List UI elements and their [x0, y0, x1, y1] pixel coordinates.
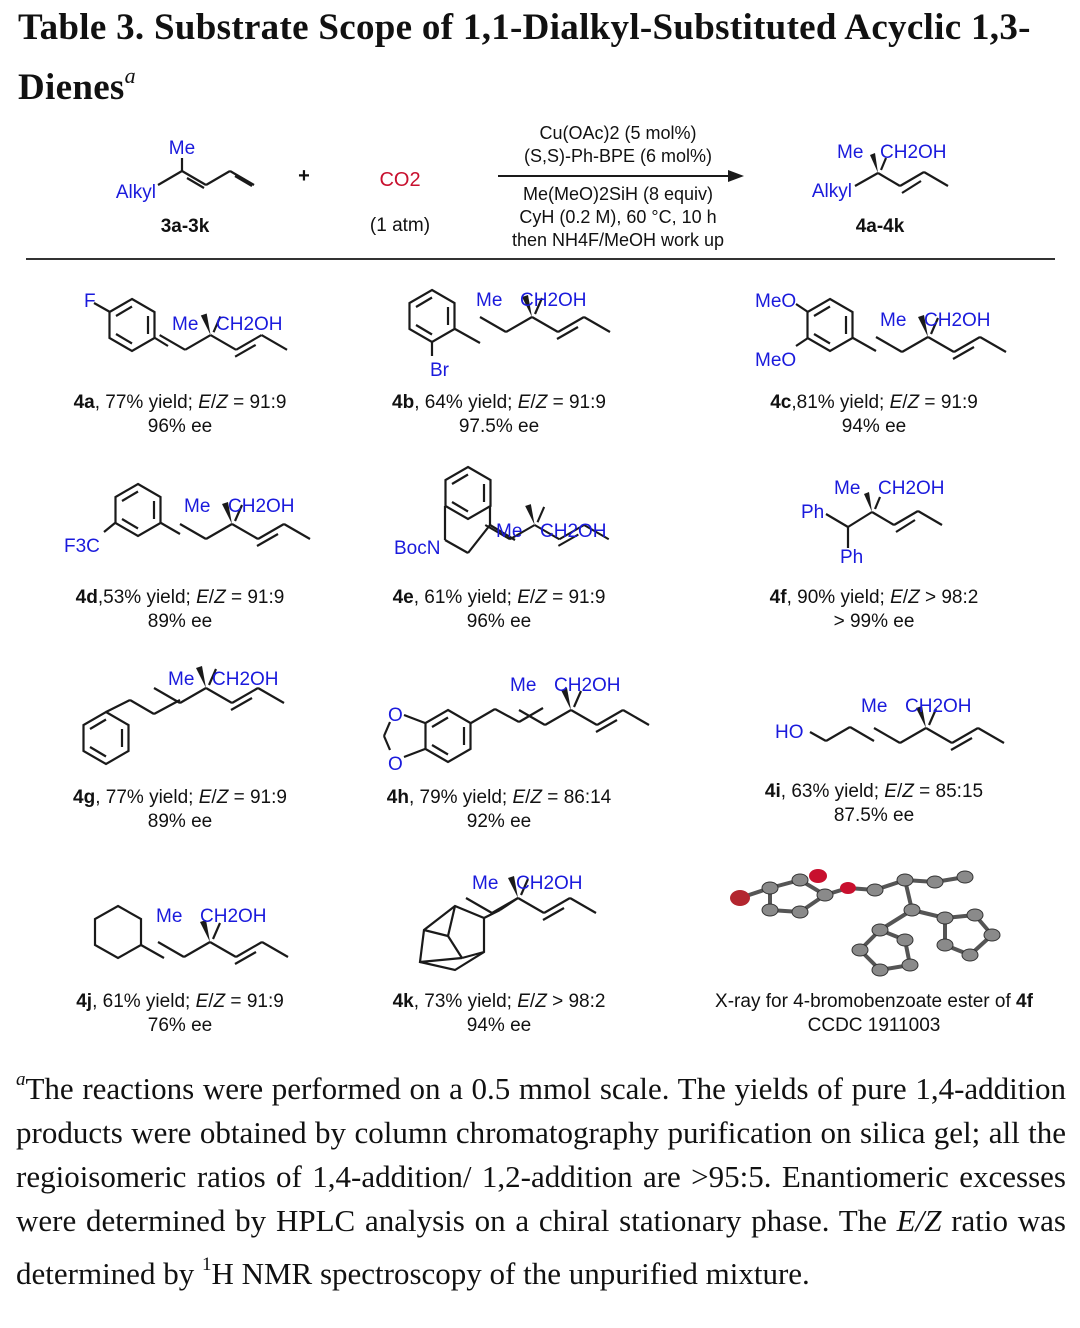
reactant-structure	[116, 138, 254, 237]
svg-text:Me: Me	[834, 478, 861, 499]
svg-text:CH2OH: CH2OH	[878, 478, 945, 499]
structure-4d	[64, 484, 310, 557]
svg-text:Ph: Ph	[840, 547, 864, 568]
svg-text:Me: Me	[510, 675, 537, 696]
condition-solvent: CyH (0.2 M), 60 °C, 10 h	[519, 207, 717, 227]
caption-4g: 4g, 77% yield; E/Z = 91:9 89% ee	[73, 787, 287, 832]
svg-text:CH2OH: CH2OH	[554, 675, 621, 696]
table-title: Table 3. Substrate Scope of 1,1-Dialkyl-Substituted Acyclic 1,3-Dienes$^a$	[18, 7, 1031, 108]
structure-4j	[95, 906, 288, 964]
svg-text:Me: Me	[168, 669, 195, 690]
product-me-label: Me	[837, 142, 864, 163]
svg-text:F3C: F3C	[64, 536, 100, 557]
caption-xray: X-ray for 4-bromobenzoate ester of 4f CCDC 1911003	[715, 991, 1033, 1036]
caption-4a: 4a, 77% yield; E/Z = 91:9 96% ee	[73, 392, 287, 437]
product-alkyl-label: Alkyl	[811, 181, 852, 202]
svg-text:Me: Me	[156, 906, 183, 927]
svg-text:HO: HO	[775, 722, 804, 743]
svg-text:MeO: MeO	[755, 291, 797, 312]
co2-label: CO2	[379, 169, 421, 191]
co2-condition: (1 atm)	[369, 215, 431, 236]
svg-text:CH2OH: CH2OH	[228, 496, 295, 517]
structure-4e	[394, 467, 609, 559]
structure-4i	[775, 696, 1004, 750]
svg-text:CH2OH: CH2OH	[905, 696, 972, 717]
caption-4b: 4b, 64% yield; E/Z = 91:9 97.5% ee	[392, 392, 606, 437]
svg-text:Ph: Ph	[801, 502, 825, 523]
svg-text:O: O	[388, 754, 403, 775]
svg-text:O: O	[388, 705, 403, 726]
caption-4k: 4k, 73% yield; E/Z > 98:2 94% ee	[392, 991, 606, 1036]
svg-text:Me: Me	[861, 696, 888, 717]
condition-silane: Me(MeO)2SiH (8 equiv)	[522, 184, 714, 204]
structure-4h	[384, 675, 649, 775]
structure-4g	[84, 666, 285, 764]
svg-text:CH2OH: CH2OH	[212, 669, 279, 690]
svg-text:Me: Me	[496, 521, 523, 542]
svg-text:Me: Me	[880, 310, 907, 331]
svg-text:CH2OH: CH2OH	[516, 873, 583, 894]
reactant-alkyl-label: Alkyl	[115, 182, 156, 203]
caption-4j: 4j, 61% yield; E/Z = 91:9 76% ee	[76, 991, 284, 1036]
svg-text:CH2OH: CH2OH	[520, 290, 587, 311]
svg-text:BocN: BocN	[394, 538, 441, 559]
reaction-conditions	[512, 123, 724, 250]
svg-text:Me: Me	[184, 496, 211, 517]
product-id: 4a-4k	[855, 216, 905, 237]
reaction-arrow	[498, 170, 744, 182]
svg-text:Me: Me	[476, 290, 503, 311]
condition-catalyst: Cu(OAc)2 (5 mol%)	[539, 123, 697, 143]
table-footnote: $^a$The reactions were performed on a 0.5 mmol scale. The yields of pure 1,4-addition products were obtained by column chromatography purification on silica gel; all the regioisomeric ratios of 1,4-addition/ 1,2-addition are >95:5. Enantiomeric excesses were determined by HPLC analysis on a chiral stationary phase. The E/Z ratio was determined by $^1$H NMR spectroscopy of the unpurified mixture.	[16, 1069, 1066, 1291]
reactant-id: 3a-3k	[160, 216, 210, 237]
svg-text:Me: Me	[172, 314, 199, 335]
svg-text:Br: Br	[430, 360, 449, 381]
caption-4d: 4d,53% yield; E/Z = 91:9 89% ee	[75, 587, 285, 632]
svg-text:Me: Me	[472, 873, 499, 894]
caption-4f: 4f, 90% yield; E/Z > 98:2 > 99% ee	[769, 587, 979, 632]
svg-text:CH2OH: CH2OH	[216, 314, 283, 335]
reactant-me-label: Me	[168, 138, 196, 159]
structure-4b	[410, 290, 611, 381]
structure-4k	[420, 873, 596, 970]
product-structure	[812, 142, 948, 237]
svg-text:CH2OH: CH2OH	[924, 310, 991, 331]
svg-text:CH2OH: CH2OH	[540, 521, 607, 542]
title-footnote-mark: a	[124, 63, 136, 88]
structure-4a	[84, 291, 287, 357]
svg-text:CH2OH: CH2OH	[200, 906, 267, 927]
caption-4c: 4c,81% yield; E/Z = 91:9 94% ee	[770, 392, 978, 437]
svg-text:F: F	[84, 291, 96, 312]
condition-ligand: (S,S)-Ph-BPE (6 mol%)	[523, 146, 713, 166]
svg-text:MeO: MeO	[755, 350, 797, 371]
caption-4h: 4h, 79% yield; E/Z = 86:14 92% ee	[386, 787, 612, 832]
xray-crystal-structure-image	[730, 869, 1000, 976]
plus-sign: +	[298, 165, 310, 187]
condition-workup: then NH4F/MeOH work up	[511, 230, 725, 250]
caption-4i: 4i, 63% yield; E/Z = 85:15 87.5% ee	[764, 781, 984, 826]
caption-4e: 4e, 61% yield; E/Z = 91:9 96% ee	[392, 587, 606, 632]
structure-4f	[801, 478, 945, 568]
structure-4c	[755, 291, 1006, 371]
product-ch2oh-label: CH2OH	[880, 142, 947, 163]
